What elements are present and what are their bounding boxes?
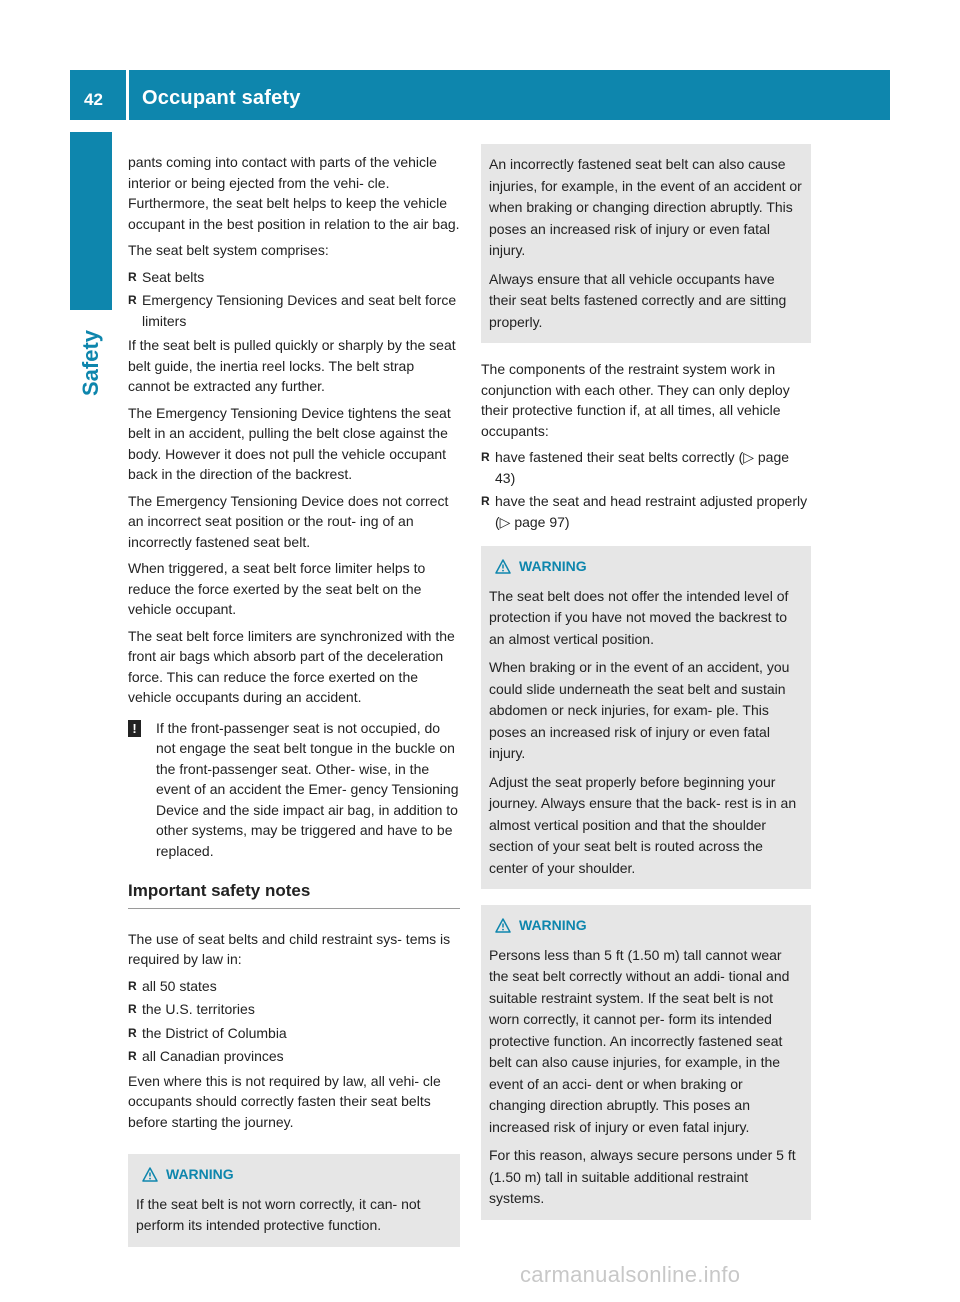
watermark: carmanualsonline.info [520, 1262, 741, 1287]
jurisdiction-list [128, 976, 460, 1067]
list-item: R the U.S. territories [128, 999, 460, 1020]
warning-triangle-icon [142, 1167, 158, 1182]
list-item: R have the seat and head restraint adjusted properly (▷ page 97) [481, 491, 811, 532]
warning-label: WARNING [166, 1166, 234, 1182]
left-column [128, 152, 460, 1263]
warning-text: Adjust the seat properly before beginning your journey. Always ensure that the back- rest is in an almost vertical position and that the shoulder section of your seat belt is routed across the center of your shoulder. [489, 773, 797, 876]
list-item: R all 50 states [128, 976, 460, 997]
warning-label: WARNING [519, 558, 587, 574]
right-column [481, 156, 811, 1236]
warning-text: When braking or in the event of an accident, you could slide underneath the seat belt and sustain abdomen or neck injuries, for exam- ple. This poses an increased risk of injury or even fatal injury. [489, 659, 790, 761]
warning-header [142, 1164, 452, 1186]
intro-paragraph: The seat belt system comprises: [128, 242, 329, 258]
page-header [70, 70, 890, 120]
exclamation-icon: ! [128, 720, 141, 737]
header-divider [126, 70, 129, 120]
side-tab-marker [70, 132, 112, 310]
section-title: Important safety notes [128, 881, 460, 909]
list-item: R have fastened their seat belts correctly (▷ page 43) [481, 447, 811, 488]
warning-triangle-icon [495, 918, 511, 933]
page-number: 42 [84, 90, 103, 109]
caution-note [128, 718, 460, 862]
list-item: R all Canadian provinces [128, 1046, 460, 1067]
requirements-list [481, 447, 811, 532]
warning-text: The seat belt does not offer the intended level of protection if you have not moved the backrest to an almost vertical position. [489, 587, 789, 647]
warning-text: For this reason, always secure persons under 5 ft (1.50 m) tall in suitable additional restraint systems. [489, 1147, 796, 1206]
warning-triangle-icon [495, 559, 511, 574]
side-tab [70, 318, 112, 408]
warning-continuation-box [481, 144, 811, 343]
section-outro: Even where this is not required by law, all vehi- cle occupants should correctly fasten their seat belts before starting the journey. [128, 1072, 441, 1130]
body-paragraph: The seat belt force limiters are synchronized with the front air bags which absorb part of the deceleration force. This can reduce the force exerted on the vehicle occupants during an accident. [128, 627, 455, 705]
body-paragraph: When triggered, a seat belt force limiter helps to reduce the force exerted by the seat belt on the vehicle occupant. [128, 560, 426, 617]
components-paragraph: The components of the restraint system work in conjunction with each other. They can only deploy their protective function if, at all times, all vehicle occupants: [481, 361, 790, 439]
warning-box [128, 1154, 460, 1247]
section-intro: The use of seat belts and child restraint sys- tems is required by law in: [128, 930, 451, 967]
body-paragraph: The Emergency Tensioning Device does not correct an incorrect seat position or the rout- ing of an incorrectly fastened seat belt. [128, 492, 449, 550]
side-tab-label: Safety [78, 329, 104, 397]
warning-header [495, 915, 803, 937]
warning-text: Persons less than 5 ft (1.50 m) tall cannot wear the seat belt correctly without an addi- tional and suitable restraint system. If the seat belt is not worn correctly, it cannot per- form its intended protective function. An incorrectly fastened seat belt can also cause injuries, for example, in the event of an acci- dent or when braking or changing direction abruptly. This poses an increased risk of injury or even fatal injury. [489, 946, 790, 1135]
body-paragraph: If the seat belt is pulled quickly or sharply by the seat belt guide, the inertia reel locks. The belt strap cannot be extracted any further. [128, 337, 456, 394]
warning-text: An incorrectly fastened seat belt can also cause injuries, for example, in the event of an accident or when braking or changing direction abruptly. This poses an increased risk of injury or even fatal injury. [489, 156, 802, 258]
warning-box [481, 546, 811, 889]
body-paragraph: The Emergency Tensioning Device tightens the seat belt in an accident, pulling the belt close against the body. However it does not pull the vehicle occupant back in the direction of the backrest. [128, 404, 451, 482]
note-text: If the front-passenger seat is not occupied, do not engage the seat belt tongue in the buckle on the front-passenger seat. Other- wise, in the event of an accident the Emer- gency Tensioning Device and the side impact air bag, in addition to other systems, may be triggered and have to be replaced. [156, 719, 459, 859]
chapter-title: Occupant safety [142, 87, 301, 109]
warning-label: WARNING [519, 917, 587, 933]
warning-header [495, 556, 803, 578]
intro-paragraph: pants coming into contact with parts of the vehicle interior or being ejected from the vehi- cle. Furthermore, the seat belt helps to keep the vehicle occupant in the best position in relation to the air bag. [128, 154, 460, 232]
warning-text: Always ensure that all vehicle occupants have their seat belts fastened correctly and are sitting properly. [489, 270, 787, 330]
list-item: R the District of Columbia [128, 1023, 460, 1044]
warning-text: If the seat belt is not worn correctly, it can- not perform its intended protective function. [136, 1195, 421, 1233]
system-list [128, 267, 460, 332]
warning-box [481, 905, 811, 1220]
list-item: R Emergency Tensioning Devices and seat belt force limiters [128, 290, 460, 331]
list-item: R Seat belts [128, 267, 460, 288]
